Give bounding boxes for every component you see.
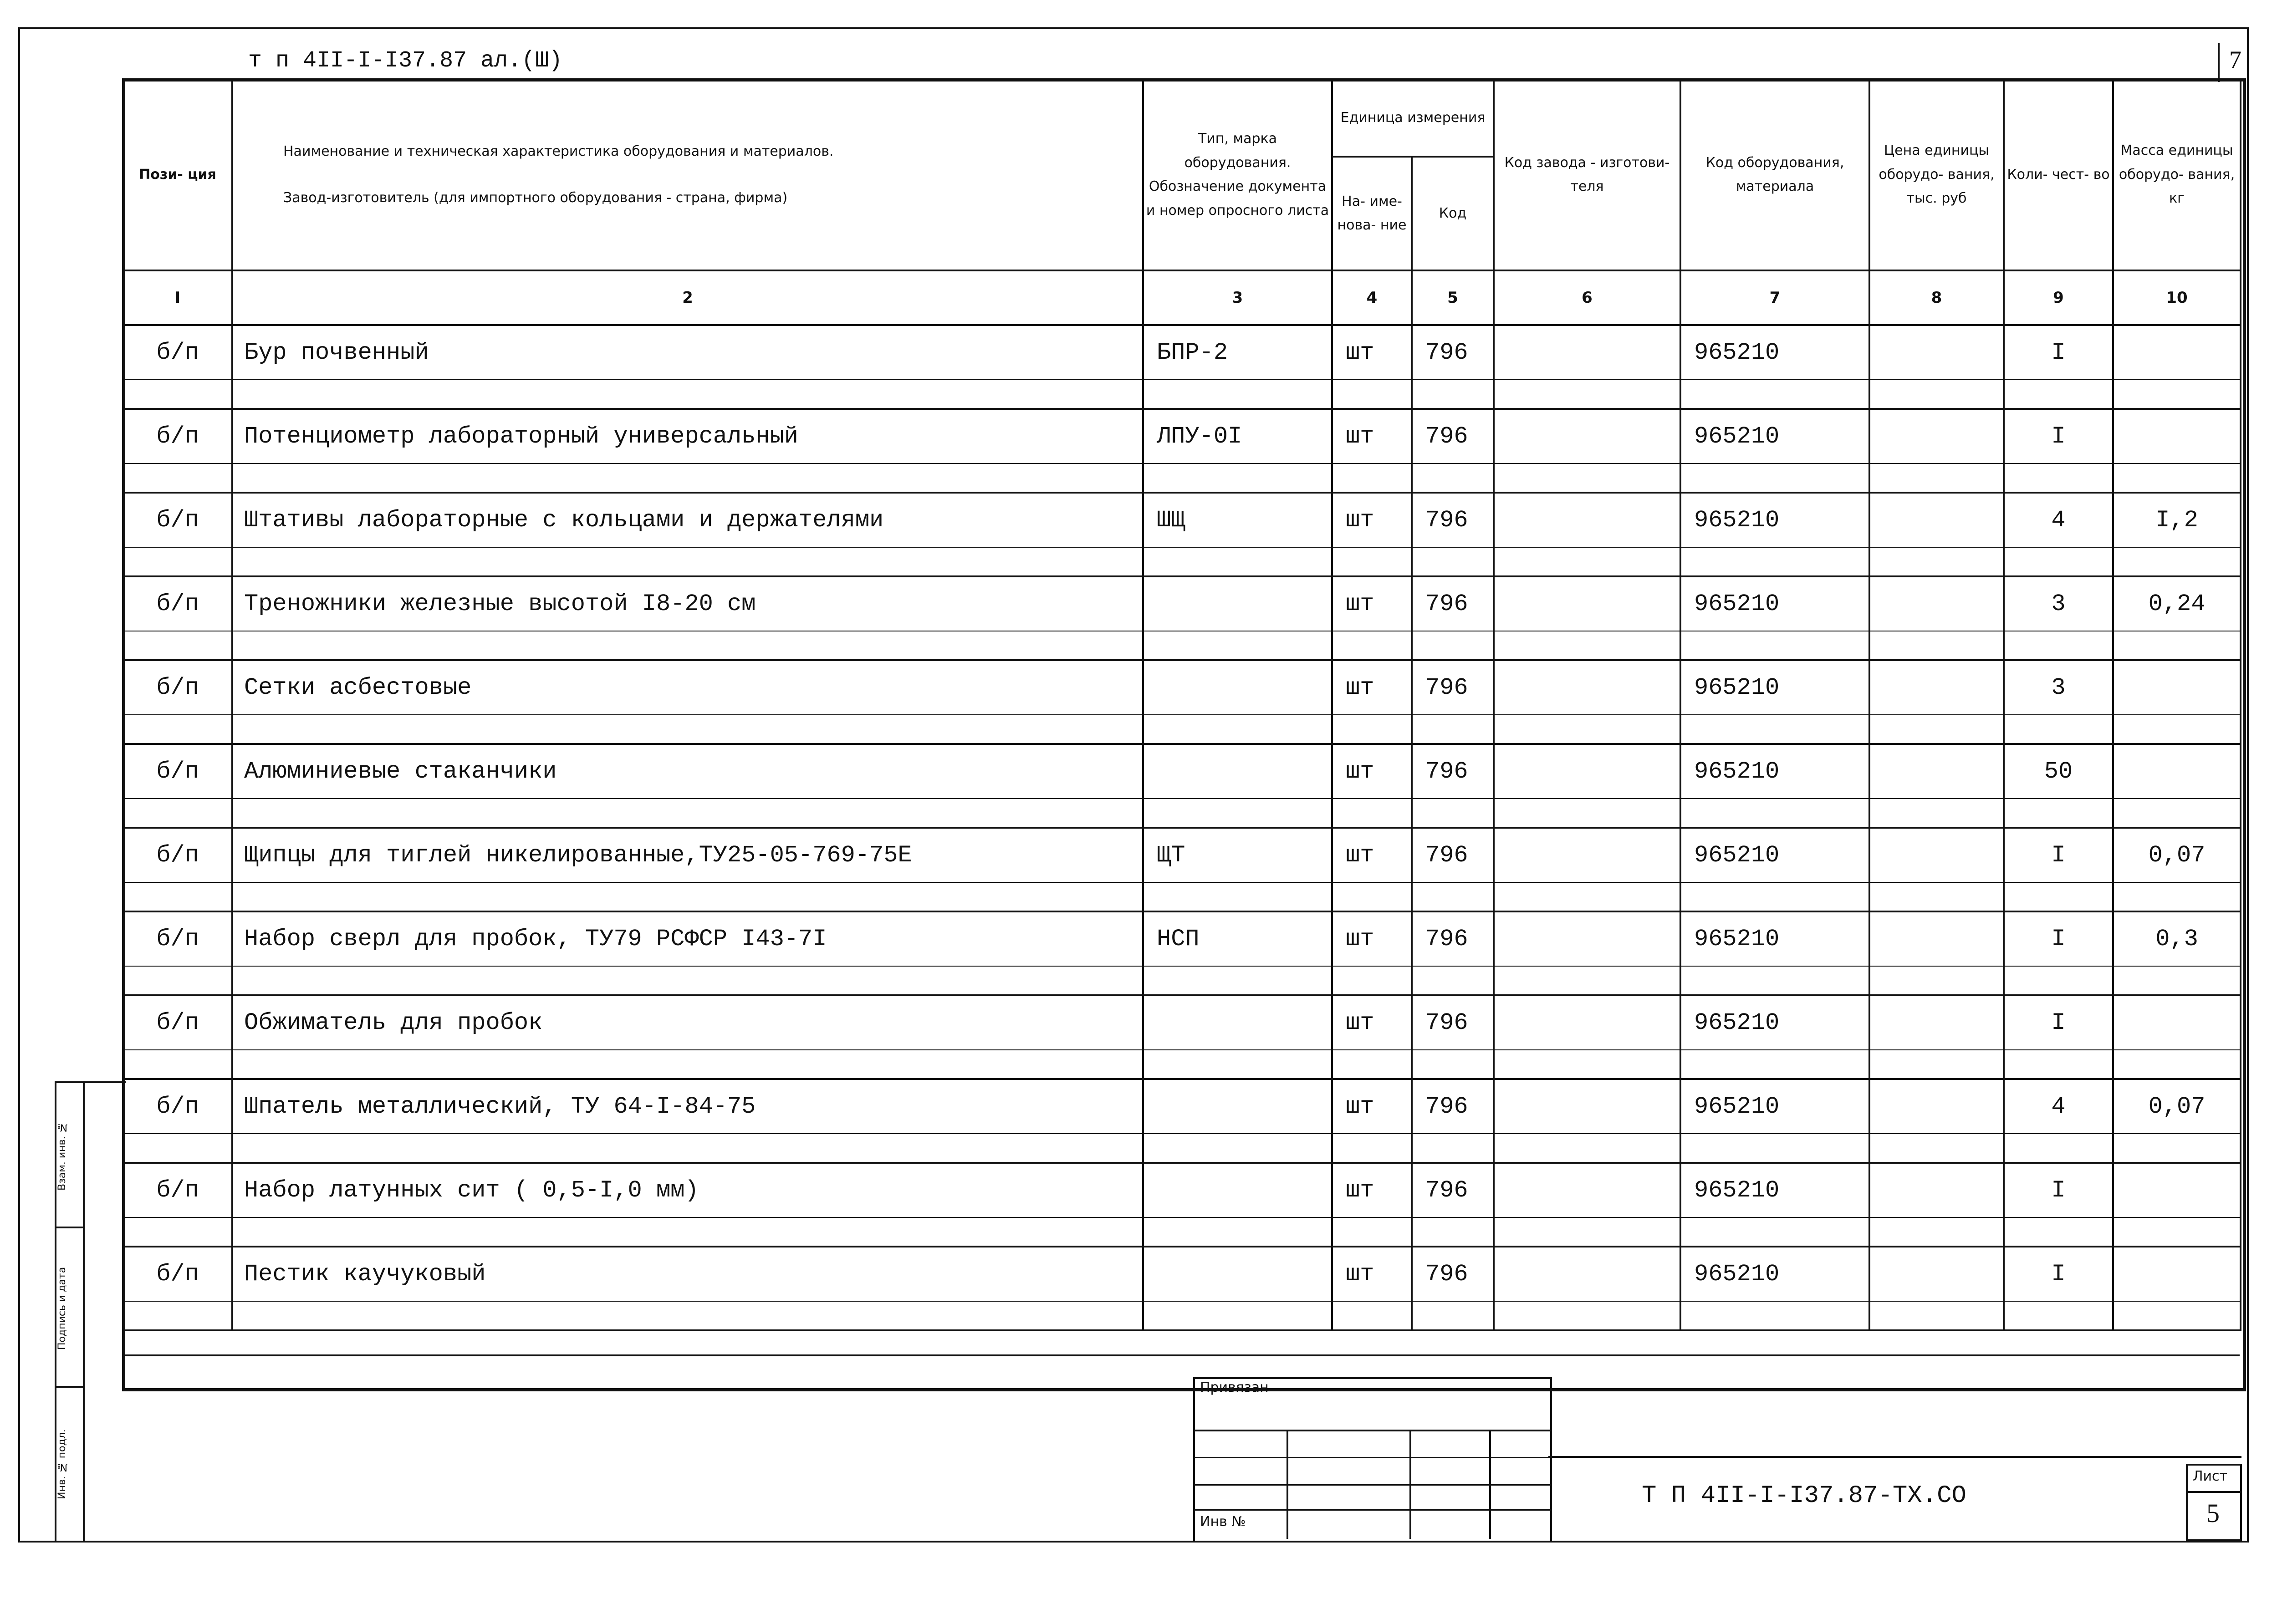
unit-code-cell: 796 bbox=[1412, 744, 1494, 799]
name-cell: Шпатель металлический, ТУ 64-I-84-75 bbox=[232, 1079, 1143, 1134]
unit-code-cell: 796 bbox=[1412, 1247, 1494, 1301]
quantity-cell: 3 bbox=[2004, 660, 2113, 715]
quantity-cell: I bbox=[2004, 828, 2113, 882]
name-cell: Набор сверл для пробок, ТУ79 РСФСР I43-7I bbox=[232, 911, 1143, 966]
name-cell: Набор латунных сит ( 0,5-I,0 мм) bbox=[232, 1163, 1143, 1217]
unit-code-cell: 796 bbox=[1412, 1079, 1494, 1134]
unit-code-cell: 796 bbox=[1412, 1163, 1494, 1217]
position-cell: б/п bbox=[123, 744, 232, 799]
quantity-cell: I bbox=[2004, 911, 2113, 966]
stamp-line bbox=[1193, 1430, 1550, 1431]
name-cell: Щипцы для тиглей никелированные,ТУ25-05-769-75Е bbox=[232, 828, 1143, 882]
mass-cell: 0,3 bbox=[2113, 911, 2241, 966]
quantity-cell: 3 bbox=[2004, 576, 2113, 631]
type-cell: БПР-2 bbox=[1143, 325, 1332, 380]
unit-cell: шт bbox=[1332, 744, 1412, 799]
stamp-line bbox=[1193, 1509, 1550, 1511]
position-cell: б/п bbox=[123, 1247, 232, 1301]
column-number: I bbox=[123, 270, 232, 325]
column-number: 8 bbox=[1869, 270, 2004, 325]
position-cell: б/п bbox=[123, 1079, 232, 1134]
code-cell: 965210 bbox=[1680, 744, 1869, 799]
binding-label: Привязан bbox=[1200, 1380, 1269, 1395]
position-cell: б/п bbox=[123, 828, 232, 882]
name-cell: Штативы лабораторные с кольцами и держателями bbox=[232, 493, 1143, 547]
header-plant-code: Код завода - изготови- теля bbox=[1494, 79, 1680, 270]
sheet-box-line bbox=[2186, 1491, 2240, 1493]
column-number: 10 bbox=[2113, 270, 2241, 325]
code-cell: 965210 bbox=[1680, 576, 1869, 631]
unit-code-cell: 796 bbox=[1412, 828, 1494, 882]
unit-code-cell: 796 bbox=[1412, 660, 1494, 715]
sheet-number: 5 bbox=[2206, 1498, 2220, 1528]
stamp-line bbox=[1193, 1484, 1550, 1486]
inventory-label: Инв № bbox=[1200, 1514, 1246, 1530]
unit-code-cell: 796 bbox=[1412, 409, 1494, 463]
type-cell: НСП bbox=[1143, 911, 1332, 966]
header-mass: Масса единицы оборудо- вания, кг bbox=[2113, 79, 2241, 270]
unit-cell: шт bbox=[1332, 911, 1412, 966]
unit-code-cell: 796 bbox=[1412, 911, 1494, 966]
header-unit-name: На- име- нова- ние bbox=[1332, 157, 1412, 270]
type-cell: ШЩ bbox=[1143, 493, 1332, 547]
unit-code-cell: 796 bbox=[1412, 995, 1494, 1050]
quantity-cell: I bbox=[2004, 1247, 2113, 1301]
unit-code-cell: 796 bbox=[1412, 576, 1494, 631]
unit-cell: шт bbox=[1332, 995, 1412, 1050]
unit-cell: шт bbox=[1332, 493, 1412, 547]
code-cell: 965210 bbox=[1680, 660, 1869, 715]
name-cell: Потенциометр лабораторный универсальный bbox=[232, 409, 1143, 463]
quantity-cell: I bbox=[2004, 409, 2113, 463]
side-stamp bbox=[55, 1081, 85, 1543]
column-number: 3 bbox=[1143, 270, 1332, 325]
unit-cell: шт bbox=[1332, 660, 1412, 715]
mass-cell: 0,24 bbox=[2113, 576, 2241, 631]
column-number: 4 bbox=[1332, 270, 1412, 325]
unit-cell: шт bbox=[1332, 1163, 1412, 1217]
code-cell: 965210 bbox=[1680, 409, 1869, 463]
name-cell: Алюминиевые стаканчики bbox=[232, 744, 1143, 799]
code-cell: 965210 bbox=[1680, 493, 1869, 547]
type-cell: ЩТ bbox=[1143, 828, 1332, 882]
column-number: 2 bbox=[232, 270, 1143, 325]
code-cell: 965210 bbox=[1680, 1079, 1869, 1134]
header-unit-code: Код bbox=[1412, 157, 1494, 270]
name-cell: Пестик каучуковый bbox=[232, 1247, 1143, 1301]
unit-cell: шт bbox=[1332, 1247, 1412, 1301]
drawing-designation: Т П 4II-I-I37.87-ТХ.СО bbox=[1642, 1482, 1966, 1510]
unit-cell: шт bbox=[1332, 576, 1412, 631]
unit-cell: шт bbox=[1332, 409, 1412, 463]
column-number: 9 bbox=[2004, 270, 2113, 325]
position-cell: б/п bbox=[123, 576, 232, 631]
quantity-cell: I bbox=[2004, 995, 2113, 1050]
column-number: 6 bbox=[1494, 270, 1680, 325]
code-cell: 965210 bbox=[1680, 1247, 1869, 1301]
side-label-inventory: Инв. № подл. bbox=[56, 1429, 68, 1500]
stamp-divider bbox=[1489, 1430, 1491, 1539]
side-stamp-tick bbox=[81, 1081, 126, 1083]
mass-cell: 0,07 bbox=[2113, 1079, 2241, 1134]
position-cell: б/п bbox=[123, 660, 232, 715]
table-outer-frame bbox=[122, 78, 2246, 1391]
sheet-label: Лист bbox=[2193, 1468, 2228, 1484]
header-equipment-code: Код оборудования, материала bbox=[1680, 79, 1869, 270]
header-name: Наименование и техническая характеристика оборудования и материалов. Завод-изготовитель (для импортного оборудования - страна, фирма) bbox=[232, 79, 1143, 270]
position-cell: б/п bbox=[123, 911, 232, 966]
unit-code-cell: 796 bbox=[1412, 493, 1494, 547]
code-cell: 965210 bbox=[1680, 911, 1869, 966]
quantity-cell: 4 bbox=[2004, 493, 2113, 547]
document-reference: т п 4II-I-I37.87 ал.(Ш) bbox=[248, 48, 563, 74]
quantity-cell: I bbox=[2004, 1163, 2113, 1217]
mass-cell: 0,07 bbox=[2113, 828, 2241, 882]
name-cell: Сетки асбестовые bbox=[232, 660, 1143, 715]
stamp-divider bbox=[1409, 1430, 1411, 1539]
code-cell: 965210 bbox=[1680, 995, 1869, 1050]
column-number: 5 bbox=[1412, 270, 1494, 325]
quantity-cell: 50 bbox=[2004, 744, 2113, 799]
corner-divider bbox=[2218, 43, 2220, 82]
side-label-signature: Подпись и дата bbox=[56, 1267, 68, 1350]
unit-cell: шт bbox=[1332, 828, 1412, 882]
position-cell: б/п bbox=[123, 325, 232, 380]
mass-cell: I,2 bbox=[2113, 493, 2241, 547]
position-cell: б/п bbox=[123, 409, 232, 463]
header-position: Пози- ция bbox=[123, 79, 232, 270]
header-quantity: Коли- чест- во bbox=[2004, 79, 2113, 270]
header-unit: Единица измерения bbox=[1332, 79, 1494, 157]
unit-code-cell: 796 bbox=[1412, 325, 1494, 380]
unit-cell: шт bbox=[1332, 325, 1412, 380]
code-cell: 965210 bbox=[1680, 828, 1869, 882]
binding-stamp bbox=[1193, 1377, 1552, 1543]
code-cell: 965210 bbox=[1680, 1163, 1869, 1217]
designation-line bbox=[1548, 1456, 2241, 1458]
page-corner-number: 7 bbox=[2229, 46, 2241, 73]
type-cell: ЛПУ-0I bbox=[1143, 409, 1332, 463]
side-label-replacement: Взам. инв. № bbox=[56, 1121, 68, 1191]
position-cell: б/п bbox=[123, 1163, 232, 1217]
code-cell: 965210 bbox=[1680, 325, 1869, 380]
header-type: Тип, марка оборудования. Обозначение документа и номер опросного листа bbox=[1143, 79, 1332, 270]
position-cell: б/п bbox=[123, 995, 232, 1050]
header-price: Цена единицы оборудо- вания, тыс. руб bbox=[1869, 79, 2004, 270]
name-cell: Треножники железные высотой I8-20 см bbox=[232, 576, 1143, 631]
column-number: 7 bbox=[1680, 270, 1869, 325]
name-cell: Обжиматель для пробок bbox=[232, 995, 1143, 1050]
quantity-cell: I bbox=[2004, 325, 2113, 380]
stamp-line bbox=[1193, 1457, 1550, 1458]
stamp-divider bbox=[1287, 1430, 1288, 1539]
position-cell: б/п bbox=[123, 493, 232, 547]
name-cell: Бур почвенный bbox=[232, 325, 1143, 380]
quantity-cell: 4 bbox=[2004, 1079, 2113, 1134]
unit-cell: шт bbox=[1332, 1079, 1412, 1134]
